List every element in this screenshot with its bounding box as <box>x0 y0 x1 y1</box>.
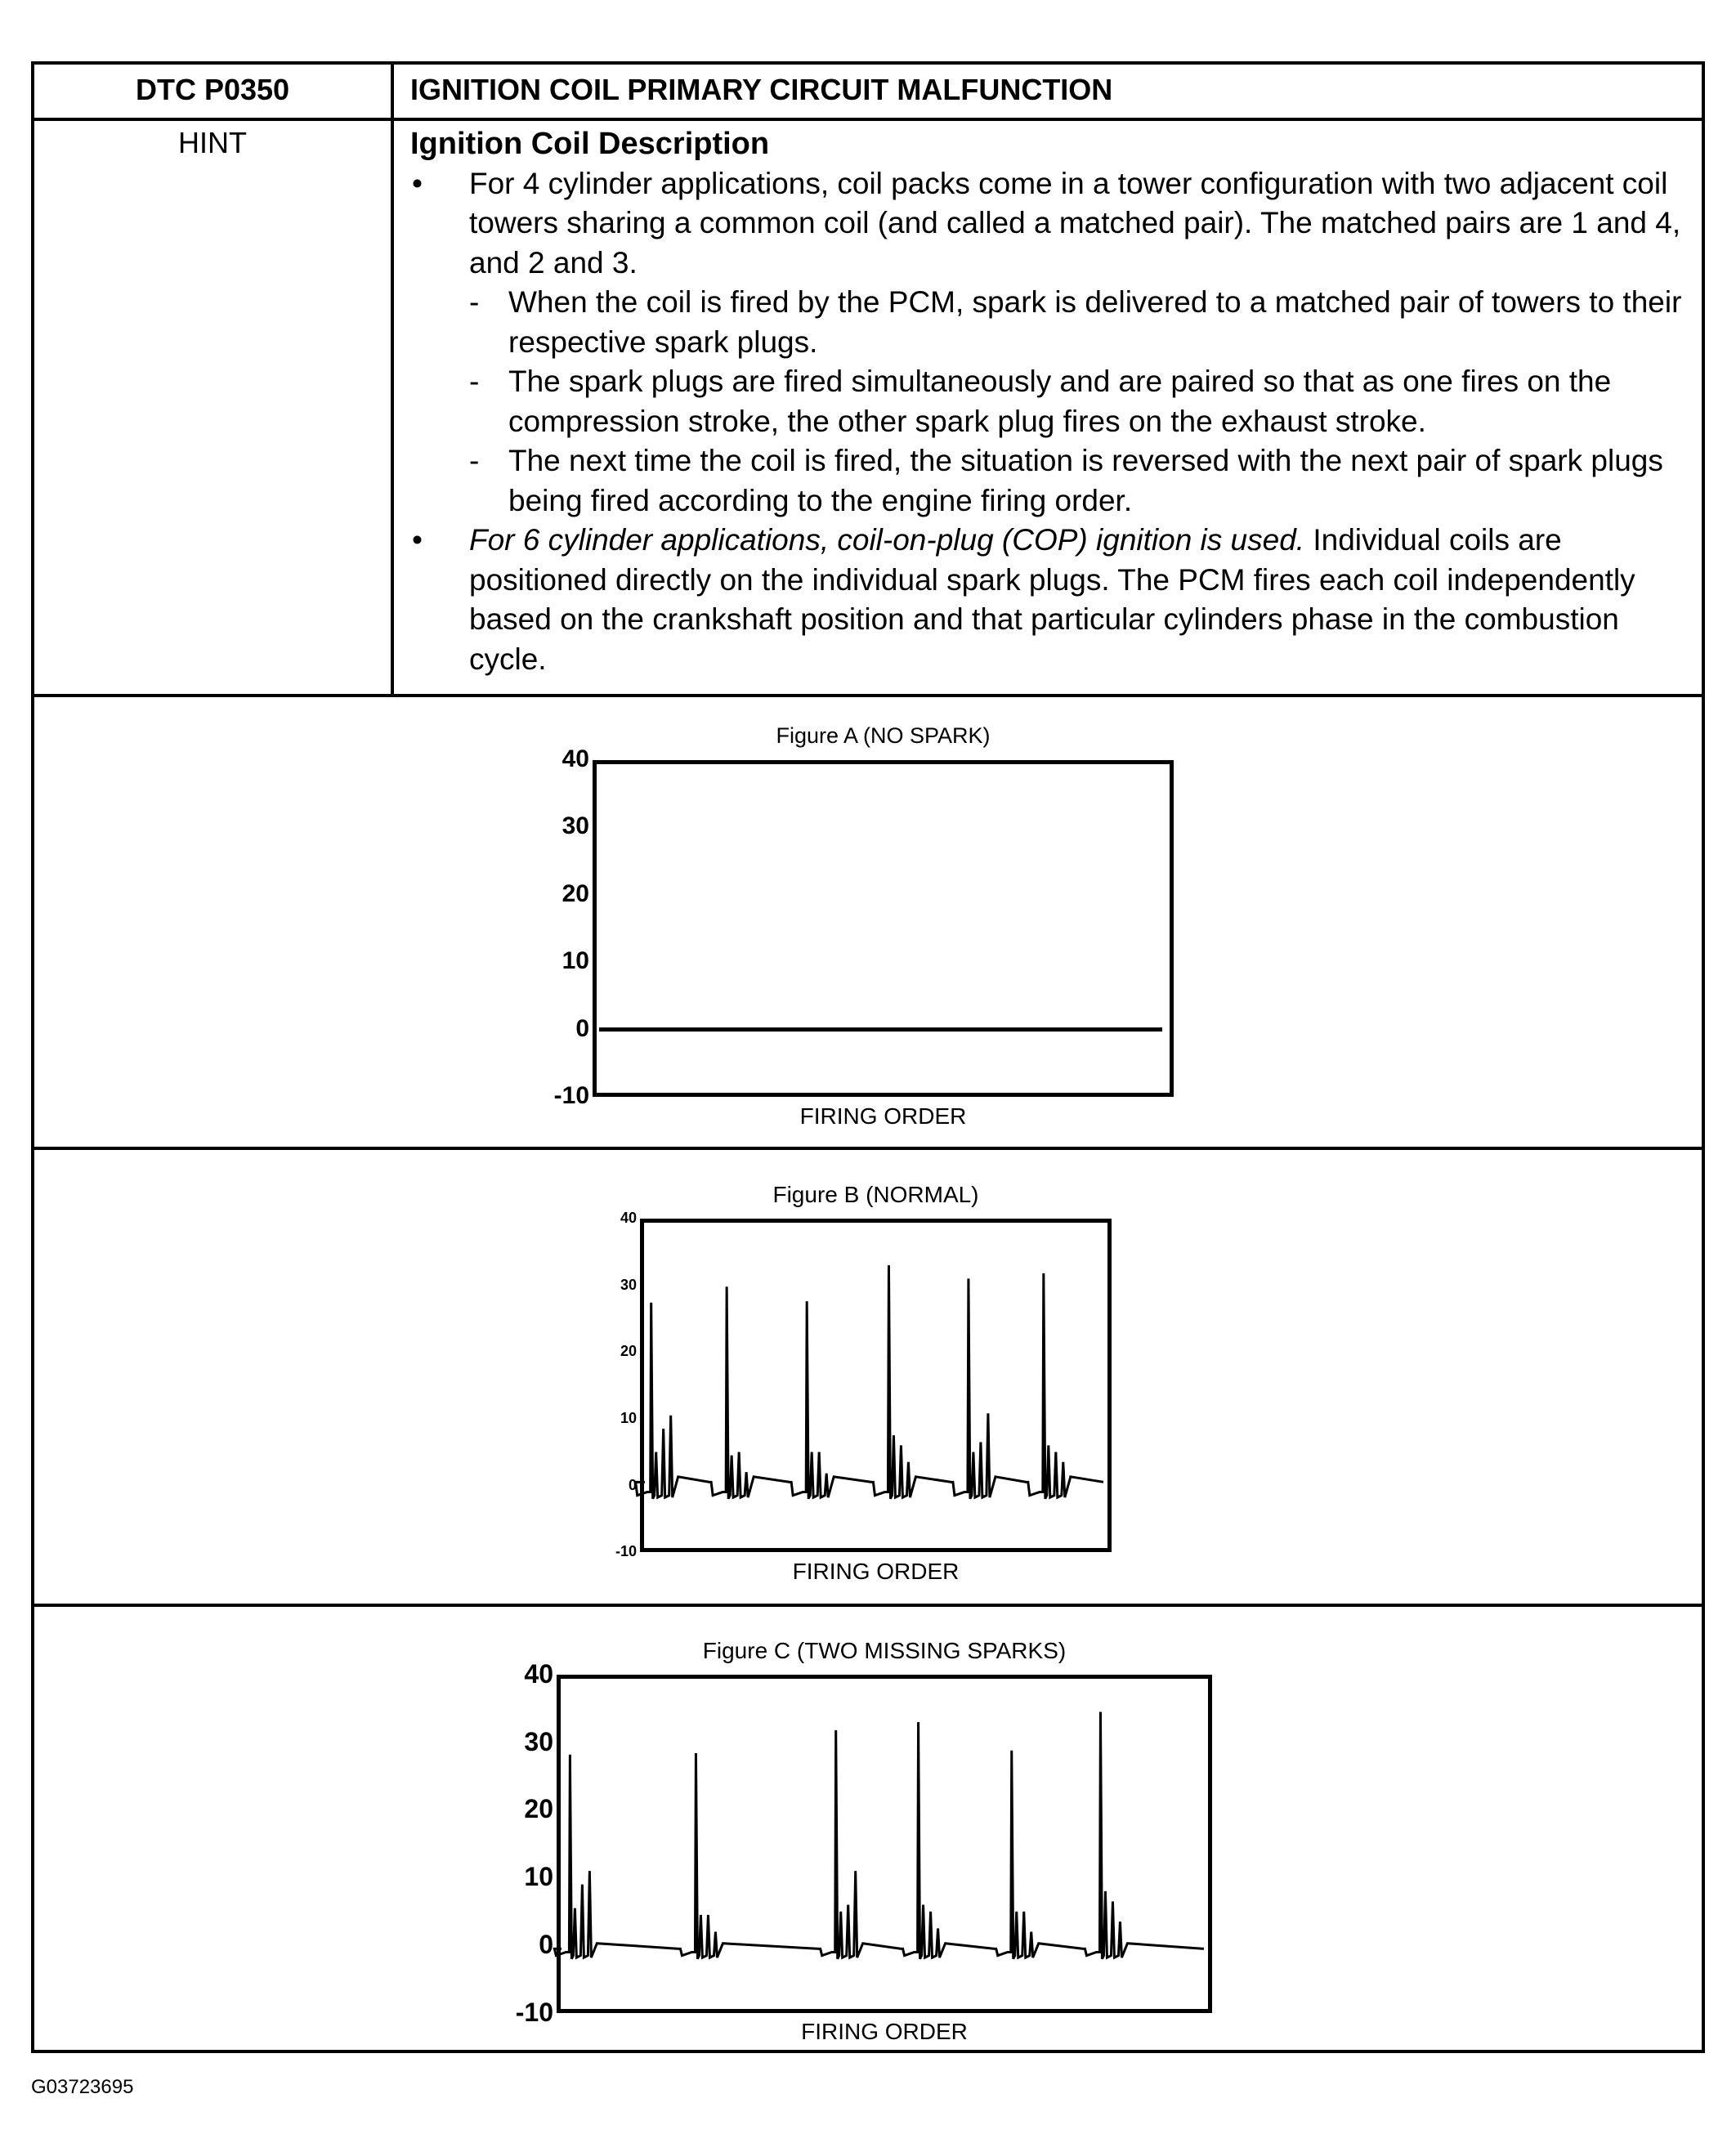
dash-item <box>410 283 1685 362</box>
y-tick-label: 30 <box>562 812 589 840</box>
chart-title: Figure C (TWO MISSING SPARKS) <box>702 1638 1067 1663</box>
dash-item <box>410 441 1685 521</box>
column-divider <box>391 118 394 694</box>
y-tick-label: 20 <box>620 1343 637 1360</box>
dash-icon: - <box>469 444 480 477</box>
bullet-item <box>410 521 1685 679</box>
section-heading: Ignition Coil Description <box>410 127 770 161</box>
waveform <box>593 760 1174 1097</box>
y-tick-label: 40 <box>562 745 589 772</box>
dash-text: When the coil is fired by the PCM, spark is delivered to a matched pair of towers to their respective spark plugs. <box>508 285 1682 359</box>
hint-row <box>34 118 1702 697</box>
y-tick-label: -10 <box>615 1543 637 1560</box>
y-tick-label: 0 <box>628 1476 637 1493</box>
y-tick-label: 10 <box>562 947 589 975</box>
chart-title: Figure A (NO SPARK) <box>776 723 991 748</box>
chart-title: Figure B (NORMAL) <box>772 1182 979 1207</box>
dtc-title: IGNITION COIL PRIMARY CIRCUIT MALFUNCTION <box>410 73 1113 106</box>
bullet-text: Individual coils are positioned directly on the individual spark plugs. The PCM fires each coil independently based on the crankshaft position and that particular cylinders phase in the combustion cycle. <box>469 523 1635 676</box>
bullet-item <box>410 164 1685 284</box>
hint-label: HINT <box>178 126 247 159</box>
x-axis-label: FIRING ORDER <box>792 1559 960 1584</box>
bullet-text-italic: For 6 cylinder applications, coil-on-plug (COP) ignition is used. <box>469 523 1305 557</box>
y-tick-label: 30 <box>524 1726 553 1756</box>
dash-text: The next time the coil is fired, the situation is reversed with the next pair of spark plugs being fired according to the engine firing order. <box>508 444 1663 517</box>
column-divider <box>391 65 394 121</box>
y-tick-label: 10 <box>524 1862 553 1892</box>
y-tick-label: 20 <box>562 879 589 907</box>
waveform <box>640 1219 1112 1552</box>
bullet-icon: • <box>412 166 423 200</box>
waveform <box>557 1675 1212 2013</box>
dash-text: The spark plugs are fired simultaneously and are paired so that as one fires on the compression stroke, the other spark plug fires on the exhaust stroke. <box>508 365 1612 438</box>
dash-item <box>410 362 1685 441</box>
figure-id: G03723695 <box>31 2076 134 2098</box>
y-tick-label: -10 <box>515 1997 553 2027</box>
header-row <box>34 65 1702 121</box>
y-tick-label: 10 <box>620 1410 637 1426</box>
y-tick-label: 40 <box>620 1210 637 1227</box>
dtc-code: DTC P0350 <box>135 73 290 106</box>
bullet-text: For 4 cylinder applications, coil packs come in a tower configuration with two adjacent coil towers sharing a common coil (and called a matched pair). The matched pairs are 1 and 4, and 2 and 3. <box>469 166 1681 280</box>
x-axis-label: FIRING ORDER <box>799 1103 967 1129</box>
hint-body <box>410 124 1685 679</box>
y-tick-label: -10 <box>553 1082 589 1109</box>
y-tick-label: 20 <box>524 1794 553 1824</box>
dash-icon: - <box>469 285 480 319</box>
y-tick-label: 0 <box>539 1930 553 1959</box>
y-tick-label: 0 <box>575 1014 589 1042</box>
x-axis-label: FIRING ORDER <box>801 2019 968 2044</box>
bullet-icon: • <box>412 523 423 557</box>
y-tick-label: 30 <box>620 1276 637 1293</box>
y-tick-label: 40 <box>524 1658 553 1689</box>
dash-icon: - <box>469 365 480 398</box>
